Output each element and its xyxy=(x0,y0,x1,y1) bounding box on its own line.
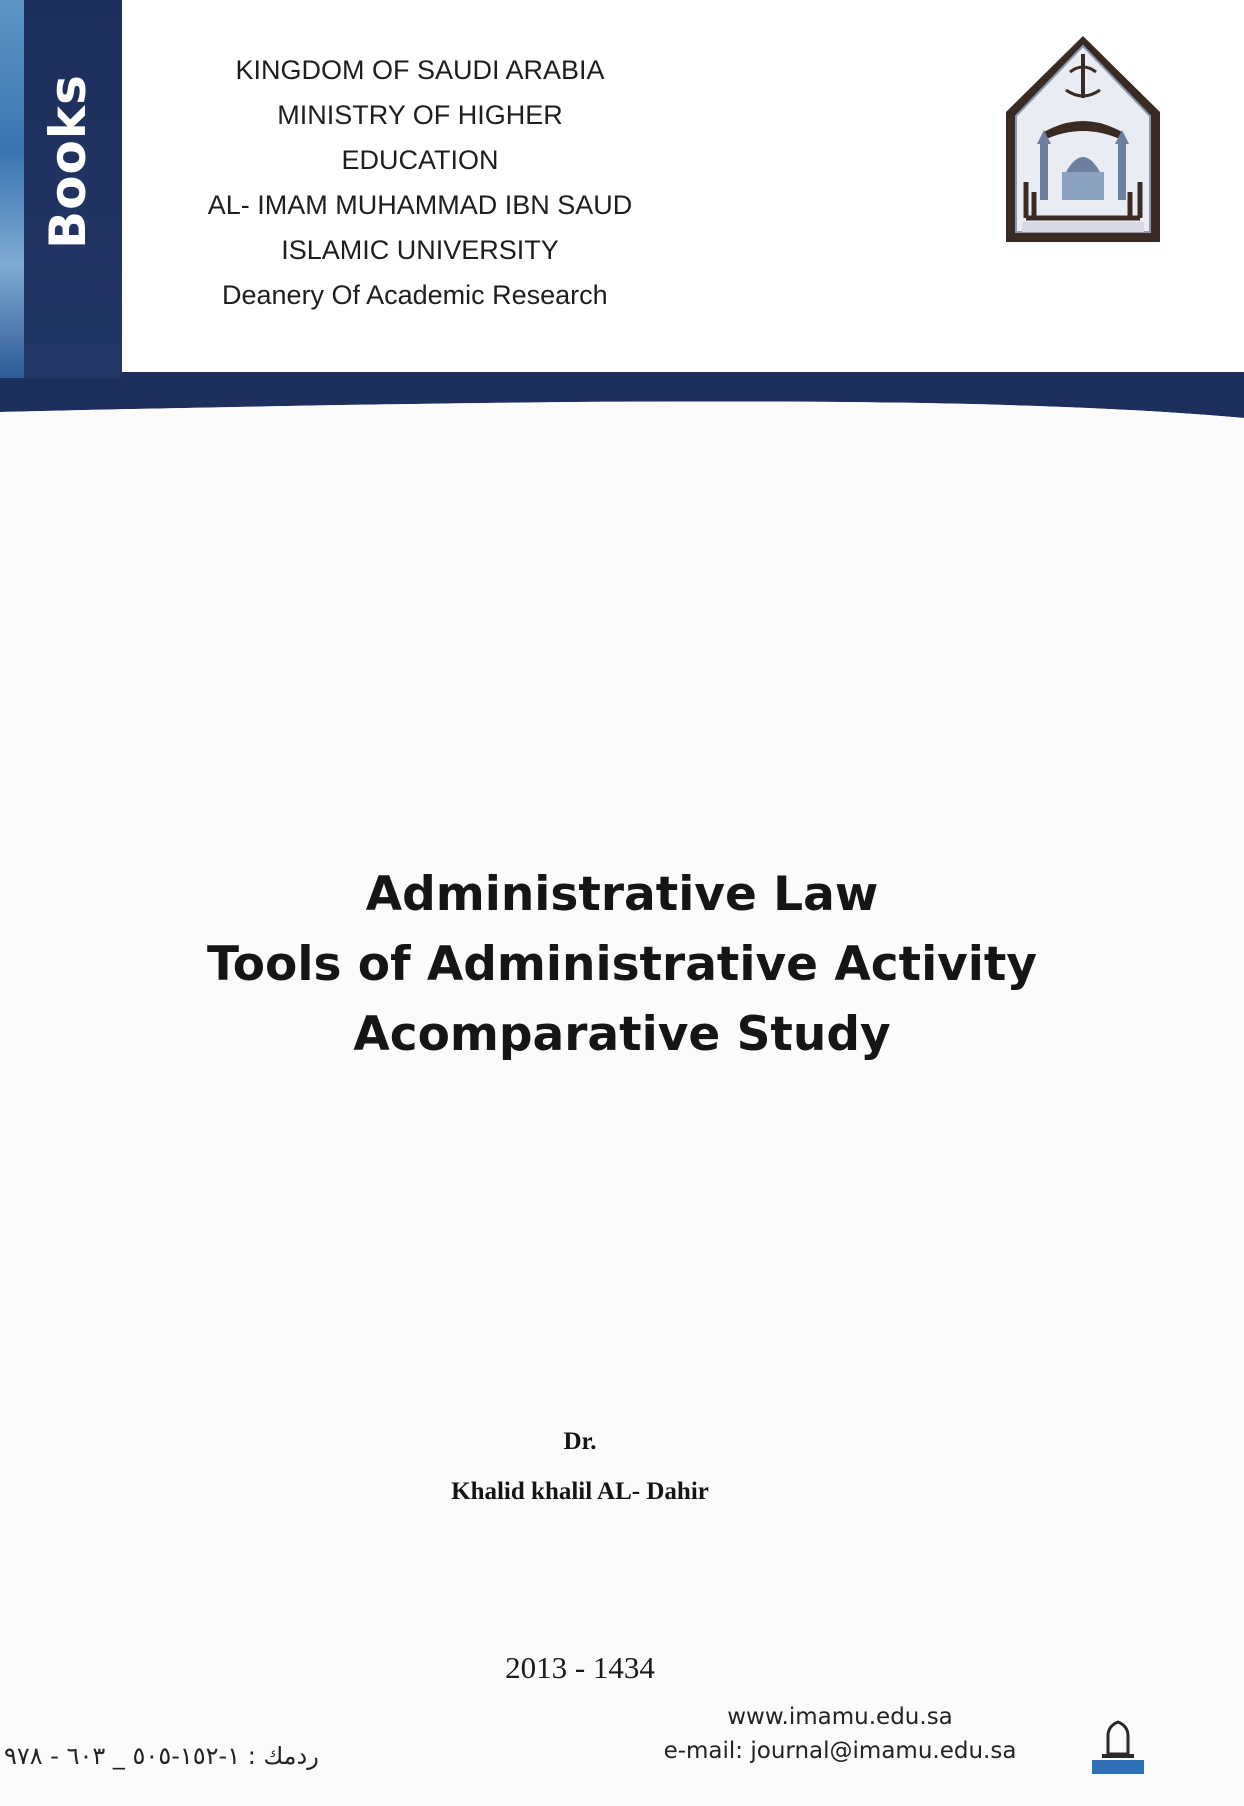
author-name: Khalid khalil AL- Dahir xyxy=(451,1478,709,1505)
title-line: Tools of Administrative Activity xyxy=(206,937,1038,992)
email-link[interactable]: e-mail: journal@imamu.edu.sa xyxy=(663,1738,1017,1764)
title-line: Acomparative Study xyxy=(353,1007,891,1062)
contact-block xyxy=(640,1700,1040,1768)
spine-pattern xyxy=(0,0,24,378)
institution-block xyxy=(200,48,640,318)
isbn-text: ردمك : ١-١٥٢-٥٠٥ _ ٦٠٣ - ٩٧٨ xyxy=(4,1742,319,1770)
website-link[interactable]: www.imamu.edu.sa xyxy=(727,1704,953,1730)
institution-line: KINGDOM OF SAUDI ARABIA xyxy=(235,55,605,85)
institution-line: Deanery Of Academic Research xyxy=(222,280,608,310)
publication-year: 2013 - 1434 xyxy=(505,1650,655,1685)
header-divider-band xyxy=(0,372,1244,418)
spine-label: Books xyxy=(39,74,97,250)
title-line: Administrative Law xyxy=(365,867,879,922)
institution-line: MINISTRY OF HIGHER EDUCATION xyxy=(277,100,563,175)
author-prefix: Dr. xyxy=(563,1428,597,1455)
institution-line: ISLAMIC UNIVERSITY xyxy=(281,235,559,265)
university-press-icon xyxy=(1088,1718,1148,1778)
institution-line: AL- IMAM MUHAMMAD IBN SAUD xyxy=(207,190,633,220)
book-title xyxy=(120,860,1124,1070)
university-emblem-icon xyxy=(1000,32,1166,250)
books-spine xyxy=(0,0,122,378)
